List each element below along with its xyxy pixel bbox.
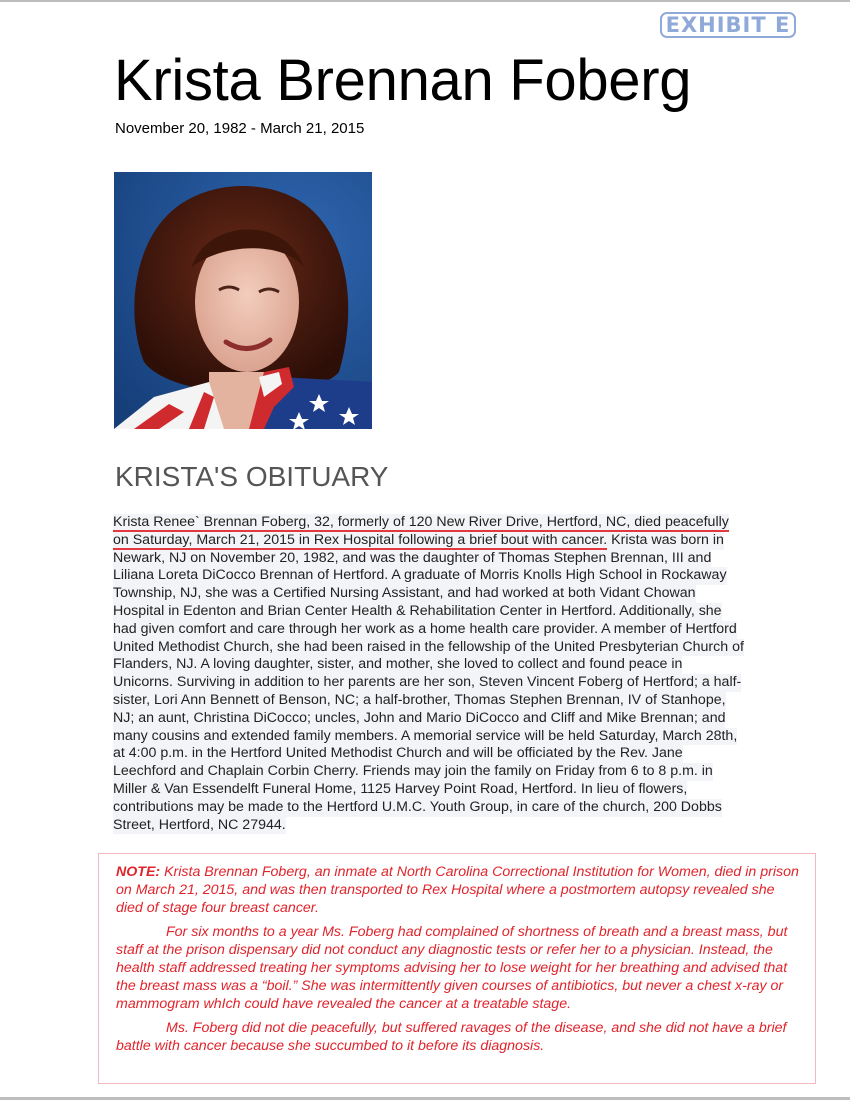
obituary-line: Flanders, NJ. A loving daughter, sister, and mother, she loved to collect and found peace in xyxy=(113,656,683,673)
obituary-line: sister, Lori Ann Bennett of Benson, NC; a half-brother, Thomas Stephen Brennan, IV of Stanhope, xyxy=(113,691,726,708)
note-text: Krista Brennan Foberg, an inmate at North Carolina Correctional Institution for Women, died in prison on March 21, 2015, and was then transported to Rex Hospital where a postmortem autopsy revealed she died of stage four breast cancer. xyxy=(116,864,799,916)
note-box xyxy=(98,853,816,1084)
portrait-image xyxy=(114,172,372,429)
obituary-line: Newark, NJ on November 20, 1982, and was the daughter of Thomas Stephen Brennan, III and xyxy=(113,549,712,566)
obituary-line: Liliana Loreta DiCocco Brennan of Hertford. A graduate of Morris Knolls High School in Rockaway xyxy=(113,567,727,584)
obituary-line: Krista was born in xyxy=(607,531,724,548)
top-border xyxy=(0,0,850,2)
note-paragraph-2: For six months to a year Ms. Foberg had complained of shortness of breath and a breast mass, but staff at the prison dispensary did not conduct any diagnostic tests or refer her to a physician. Instead, the health staff addressed treating her symptoms advising her to lose weight for her breathing and advised that the breast mass was a “boil.” She was intermittently given courses of antibiotics, but never a chest x-ray or mammogram whIch could have revealed the cancer at a treatable stage. xyxy=(116,924,788,1012)
life-dates: November 20, 1982 - March 21, 2015 xyxy=(115,120,365,137)
obituary-line: at 4:00 p.m. in the Hertford United Methodist Church and will be officiated by the Rev. Jane xyxy=(113,745,683,762)
obituary-line: NJ; an aunt, Christina DiCocco; uncles, John and Mario DiCocco and Cliff and Mike Brennan; and xyxy=(113,709,726,726)
obituary-line: Miller & Van Essendelft Funeral Home, 1125 Harvey Point Road, Hertford. In lieu of flowers, xyxy=(113,780,688,797)
obituary-line: Leechford and Chaplain Corbin Cherry. Friends may join the family on Friday from 6 to 8 p.m. in xyxy=(113,763,713,780)
obituary-line: Street, Hertford, NC 27944. xyxy=(113,816,286,833)
obituary-line: contributions may be made to the Hertford U.M.C. Youth Group, in care of the church, 200 Dobbs xyxy=(113,798,722,815)
person-name: Krista Brennan Foberg xyxy=(114,48,692,113)
exhibit-stamp: EXHIBIT E xyxy=(660,12,796,38)
obituary-line: Hospital in Edenton and Brian Center Health & Rehabilitation Center in Hertford. Additionally, she xyxy=(113,602,722,619)
note-paragraph-3: Ms. Foberg did not die peacefully, but suffered ravages of the disease, and she did not have a brief battle with cancer because she succumbed to it before its diagnosis. xyxy=(116,1020,787,1054)
portrait-photo xyxy=(114,172,372,429)
obituary-line-underlined: Krista Renee` Brennan Foberg, 32, formerly of 120 New River Drive, Hertford, NC, died peacefully xyxy=(113,514,729,530)
note-paragraph-1 xyxy=(116,863,799,917)
obituary-line: Township, NJ, she was a Certified Nursing Assistant, and had worked at both Vidant Chowan xyxy=(113,585,696,602)
note-label: NOTE: xyxy=(116,864,161,880)
obituary-text xyxy=(113,514,773,834)
obituary-line: had given comfort and care through her work as a home health care provider. A member of Hertford xyxy=(113,620,737,637)
obituary-line-underlined: on Saturday, March 21, 2015 in Rex Hospital following a brief bout with cancer. xyxy=(113,531,608,548)
obituary-heading: KRISTA'S OBITUARY xyxy=(115,461,389,492)
obituary-line: many cousins and extended family members. A memorial service will be held Saturday, March 28th, xyxy=(113,727,738,744)
obituary-line: Unicorns. Surviving in addition to her parents are her son, Steven Vincent Foberg of Hertford; a half- xyxy=(113,674,742,691)
obituary-line: United Methodist Church, she had been raised in the fellowship of the United Presbyterian Church of xyxy=(113,638,744,655)
